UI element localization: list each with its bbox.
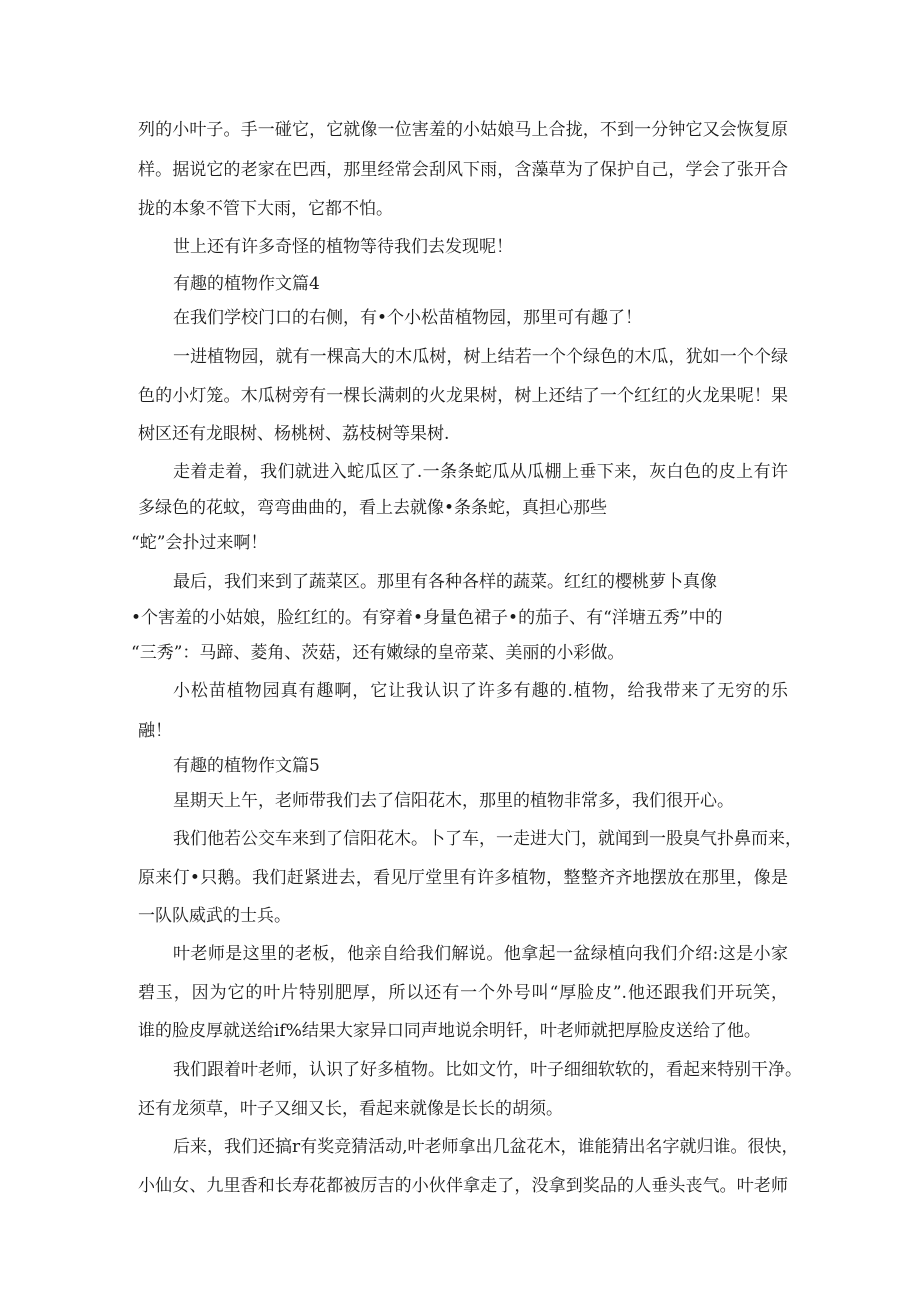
paragraph-line: 还有龙须草，叶子又细又长，看起来就像是长长的胡须。 [138,1099,563,1119]
section-heading: 有趣的植物作文篇5 [173,756,320,776]
paragraph-line: 我们跟着叶老师，认识了好多植物。比如文竹，叶子细细软软的，看起来特别干净。 [173,1060,802,1080]
paragraph-line: 列的小叶子。手一碰它，它就像一位害羞的小姑娘马上合拢，不到一分钟它又会恢复原 [138,120,788,140]
paragraph-line: 色的小灯笼。木瓜树旁有一棵长满刺的火龙果树，树上还结了一个红红的火龙果呢！果 [138,386,788,406]
paragraph-line: 融！ [138,721,172,741]
paragraph-line: 拢的本象不管下大雨，它都不怕。 [138,199,393,219]
paragraph-line: •个害羞的小姑娘，脸红红的。有穿着•身量色裙子•的茄子、有“洋塘五秀”中的 [131,608,723,628]
paragraph-line: 星期天上午，老师带我们去了信阳花木，那里的植物非常多，我们很开心。 [173,791,734,811]
paragraph-line: 谁的脸皮厚就送给if%结果大家异口同声地说余明钎，叶老师就把厚脸皮送给了他。 [138,1021,761,1041]
paragraph-line: 碧玉，因为它的叶片特别肥厚，所以还有一个外号叫“厚脸皮”.他还跟我们开玩笑， [138,983,788,1003]
paragraph-line: 我们他若公交车来到了信阳花木。卜了车，一走进大门，就闻到一股臭气扑鼻而来， [173,829,802,849]
paragraph-line: 在我们学校门口的右侧，有•个小松苗植物园，那里可有趣了！ [173,308,643,328]
paragraph-line: 小松苗植物园真有趣啊，它让我认识了许多有趣的.植物，给我带来了无穷的乐 [173,681,788,701]
paragraph-line: 世上还有许多奇怪的植物等待我们去发现呢！ [173,237,513,257]
paragraph-line: 最后，我们来到了蔬菜区。那里有各种各样的蔬菜。红红的樱桃萝卜真像 [173,572,717,592]
paragraph-line: 原来仃•只鹅。我们赶紧进去，看见厅堂里有许多植物，整整齐齐地摆放在那里，像是 [138,868,788,888]
paragraph-line: 小仙女、九里香和长寿花都被厉吉的小伙伴拿走了，没拿到奖品的人垂头丧气。叶老师 [138,1176,788,1196]
paragraph-line: 多绿色的花蚊，弯弯曲曲的，看上去就像•条条蛇，真担心那些 [138,498,608,518]
paragraph-line: 一进植物园，就有一棵高大的木瓜树，树上结若一个个绿色的木瓜，犹如一个个绿 [173,347,788,367]
paragraph-line: 样。据说它的老家在巴西，那里经常会刮风下雨，含藻草为了保护自己，学会了张开合 [138,160,788,180]
paragraph-line: “蛇”会扑过来啊！ [131,533,268,553]
paragraph-line: “三秀”：马蹄、菱角、茨菇，还有嫩绿的皇帝菜、美丽的小彩做。 [131,643,625,663]
section-heading: 有趣的植物作文篇4 [173,274,320,294]
paragraph-line: 叶老师是这里的老板，他亲自给我们解说。他拿起一盆绿植向我们介绍:这是小家 [173,944,788,964]
paragraph-line: 一队队威武的士兵。 [138,906,291,926]
paragraph-line: 后来，我们还搞r有奖竞猜活动,叶老师拿出几盆花木，谁能猜出名字就归谁。很快， [173,1137,799,1157]
paragraph-line: 树区还有龙眼树、杨桃树、荔枝树等果树. [138,424,450,444]
paragraph-line: 走着走着，我们就进入蛇瓜区了.一条条蛇瓜从瓜棚上垂下来，灰白色的皮上有许 [173,462,788,482]
